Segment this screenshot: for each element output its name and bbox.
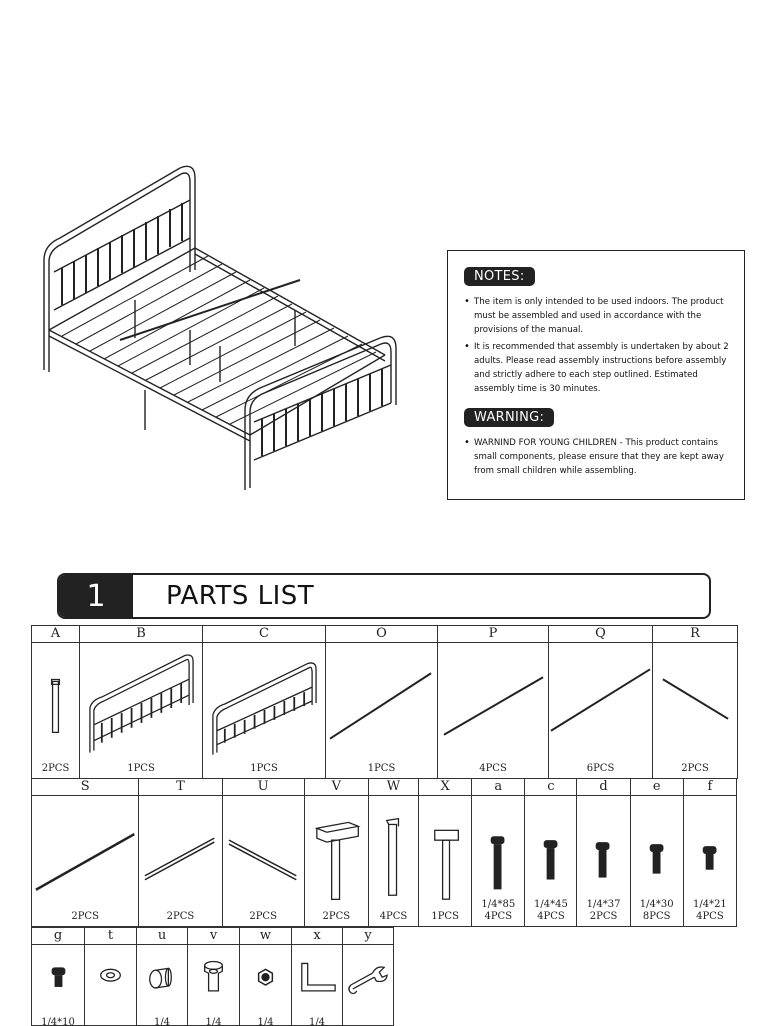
part-cell bbox=[472, 796, 525, 927]
part-cell bbox=[683, 796, 736, 927]
bolt-size: 1/4*45 bbox=[534, 899, 568, 910]
part-qty: 4PCS bbox=[484, 911, 513, 922]
bolt-icon bbox=[577, 796, 629, 906]
parts-table-row-1 bbox=[31, 625, 738, 779]
slotted-rail-icon bbox=[223, 796, 304, 906]
notes-heading: NOTES: bbox=[464, 267, 535, 286]
part-cell bbox=[222, 796, 304, 927]
part-qty: 2PCS bbox=[249, 911, 277, 922]
barrel-nut-icon bbox=[137, 945, 187, 1025]
part-letter: t bbox=[85, 928, 137, 945]
bolt-size: 1/4*21 bbox=[692, 899, 727, 910]
wrench-icon bbox=[343, 945, 393, 1025]
part-cell bbox=[368, 796, 418, 927]
slotted-rail-icon bbox=[139, 796, 221, 906]
notes-item: • The item is only intended to be used indoors. The product must be assembled and used in accordance with the provisions of the manual. bbox=[464, 295, 730, 337]
section-number: 1 bbox=[59, 575, 133, 617]
part-cell bbox=[240, 945, 292, 1026]
footboard-icon bbox=[203, 643, 325, 763]
part-qty: 2PCS bbox=[322, 911, 351, 922]
part-letter: c bbox=[525, 779, 577, 796]
part-letter: w bbox=[240, 928, 292, 945]
part-qty: 1PCS bbox=[250, 763, 278, 774]
bolt-icon bbox=[525, 796, 576, 906]
parts-table-row-3 bbox=[31, 927, 394, 1026]
part-qty: 2PCS bbox=[71, 911, 99, 922]
long-rod-icon bbox=[326, 643, 437, 763]
part-size: 1/4 bbox=[205, 1017, 222, 1025]
part-cell bbox=[32, 643, 80, 779]
part-cell bbox=[438, 643, 549, 779]
sleeve-nut-icon bbox=[188, 945, 239, 1025]
allen-key-icon bbox=[292, 945, 342, 1025]
part-letter: V bbox=[304, 779, 368, 796]
bolt-size: 1/4*37 bbox=[586, 899, 621, 910]
part-qty: 4PCS bbox=[379, 911, 408, 922]
part-cell bbox=[304, 796, 368, 927]
part-qty: 1PCS bbox=[127, 763, 155, 774]
hex-nut-icon bbox=[240, 945, 291, 1025]
t-leg-icon bbox=[419, 796, 471, 906]
part-qty: 2PCS bbox=[166, 911, 195, 922]
part-letter: u bbox=[137, 928, 188, 945]
side-rail-icon bbox=[32, 796, 138, 906]
part-qty: 4PCS bbox=[537, 911, 565, 922]
part-letter: d bbox=[577, 779, 630, 796]
part-cell bbox=[419, 796, 472, 927]
part-qty: 2PCS bbox=[589, 911, 618, 922]
part-cell bbox=[137, 945, 188, 1026]
part-letter: O bbox=[326, 626, 438, 643]
part-cell bbox=[549, 643, 653, 779]
part-letter: X bbox=[419, 779, 472, 796]
bolt-icon bbox=[472, 796, 524, 906]
part-letter: y bbox=[343, 928, 394, 945]
long-rod-icon bbox=[549, 643, 652, 763]
part-cell bbox=[326, 643, 438, 779]
warning-list bbox=[464, 436, 730, 478]
bolt-icon bbox=[32, 945, 84, 1025]
part-letter: g bbox=[32, 928, 85, 945]
support-leg-icon bbox=[369, 796, 418, 906]
part-letter: Q bbox=[549, 626, 653, 643]
bolt-size: 1/4*30 bbox=[639, 899, 674, 910]
part-letter: B bbox=[80, 626, 203, 643]
part-cell bbox=[653, 643, 738, 779]
bolt-size: 1/4*10 bbox=[41, 1017, 75, 1025]
warning-heading: WARNING: bbox=[464, 408, 554, 427]
part-qty: 6PCS bbox=[586, 763, 615, 774]
part-letter: W bbox=[368, 779, 418, 796]
part-letter: P bbox=[438, 626, 549, 643]
washer-icon bbox=[85, 945, 136, 1025]
bolt-icon bbox=[631, 796, 683, 906]
part-cell bbox=[188, 945, 240, 1026]
part-size: 1/4 bbox=[153, 1017, 171, 1025]
part-cell bbox=[630, 796, 683, 927]
notes-panel bbox=[447, 250, 745, 500]
part-cell bbox=[85, 945, 137, 1026]
part-qty: 1PCS bbox=[431, 911, 459, 922]
section-title: PARTS LIST bbox=[166, 581, 315, 611]
bracket-leg-icon bbox=[305, 796, 368, 906]
part-cell bbox=[292, 945, 343, 1026]
part-cell bbox=[343, 945, 394, 1026]
part-letter: a bbox=[472, 779, 525, 796]
part-letter: T bbox=[139, 779, 222, 796]
notes-item: • It is recommended that assembly is undertaken by about 2 adults. Please read assembly instructions before assembly and strictly adhere to each step outlined. Estimated assembly time is 30 minutes. bbox=[464, 340, 730, 396]
part-qty: 4PCS bbox=[479, 763, 507, 774]
part-cell bbox=[32, 796, 139, 927]
part-letter: f bbox=[683, 779, 736, 796]
part-letter: U bbox=[222, 779, 304, 796]
part-qty: 2PCS bbox=[681, 763, 709, 774]
bolt-icon bbox=[684, 796, 736, 906]
headboard-icon bbox=[80, 643, 202, 763]
part-letter: S bbox=[32, 779, 139, 796]
bed-frame-illustration bbox=[40, 160, 402, 495]
long-rod-icon bbox=[438, 643, 548, 763]
parts-table-row-2 bbox=[31, 778, 737, 927]
part-qty: 2PCS bbox=[41, 763, 70, 774]
part-cell bbox=[32, 945, 85, 1026]
part-size: 1/4 bbox=[257, 1017, 274, 1025]
part-letter: e bbox=[630, 779, 683, 796]
part-qty: 1PCS bbox=[367, 763, 396, 774]
part-letter: C bbox=[203, 626, 326, 643]
notes-list bbox=[464, 295, 730, 396]
part-cell bbox=[80, 643, 203, 779]
part-qty: 8PCS bbox=[642, 911, 671, 922]
part-cell bbox=[139, 796, 222, 927]
part-cell bbox=[203, 643, 326, 779]
short-rod-icon bbox=[653, 643, 737, 763]
part-cell bbox=[577, 796, 630, 927]
leg-post-icon bbox=[32, 643, 79, 763]
part-letter: A bbox=[32, 626, 80, 643]
section-header bbox=[57, 573, 711, 619]
warning-item: • WARNIND FOR YOUNG CHILDREN - This product contains small components, please ensure that they are kept away from small children while assembling. bbox=[464, 436, 730, 478]
part-qty: 4PCS bbox=[696, 911, 724, 922]
part-size: 1/4 bbox=[308, 1017, 326, 1025]
part-cell bbox=[525, 796, 577, 927]
part-letter: x bbox=[292, 928, 343, 945]
part-letter: R bbox=[653, 626, 738, 643]
part-letter: v bbox=[188, 928, 240, 945]
bolt-size: 1/4*85 bbox=[481, 899, 516, 910]
